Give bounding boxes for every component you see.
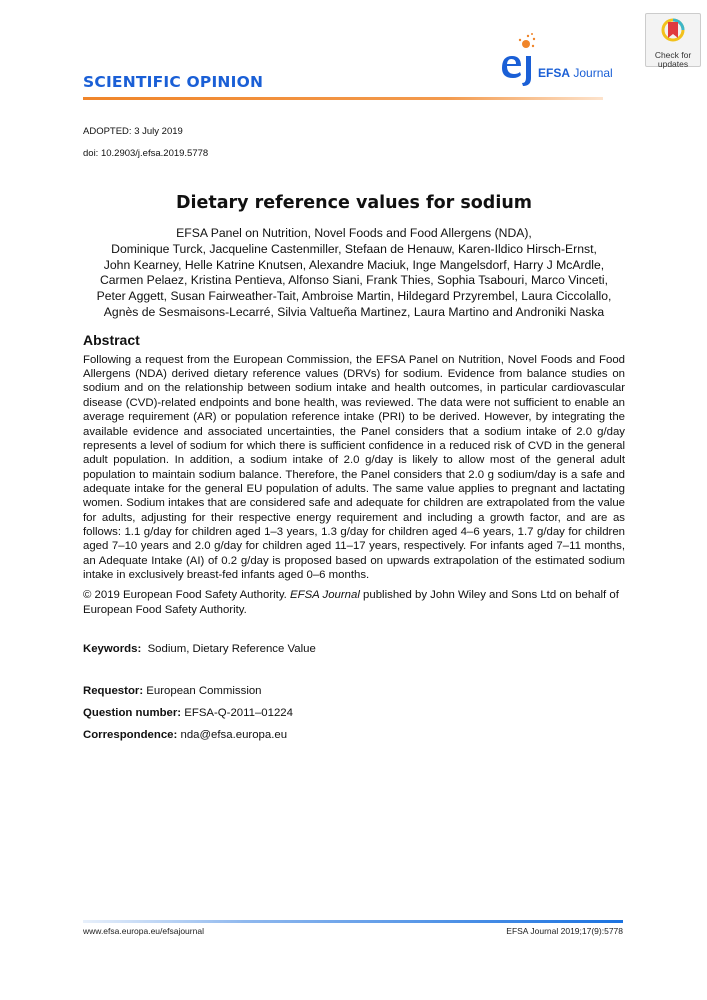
correspondence-email[interactable]: nda@efsa.europa.eu [180,728,288,741]
footer-citation: EFSA Journal 2019;17(9):5778 [506,926,623,936]
requestor: Requestor: European Commission [83,684,262,697]
check-for-updates-label: Check for updates [654,50,692,69]
header-divider [83,97,603,100]
author-list [43,226,665,321]
author-line: Agnès de Sesmaisons-Lecarré, Silvia Valtueña Martinez, Laura Martino and Androniki Naska [103,304,605,319]
article-body [83,192,625,743]
copyright-notice: © 2019 European Food Safety Authority. EFSA Journal published by John Wiley and Sons Ltd on behalf of European Food Safety Authority. [83,589,619,616]
author-line: Dominique Turck, Jacqueline Castenmiller, Stefaan de Henauw, Karen-Ildico Hirsch-Ernst, [111,241,597,256]
efsa-journal-logo [498,28,628,88]
abstract-heading: Abstract [83,331,140,348]
keywords: Keywords: Sodium, Dietary Reference Value [83,642,316,655]
journal-name: EFSA Journal [538,66,613,80]
footer-divider [83,920,623,923]
section-label: SCIENTIFIC OPINION [83,73,264,91]
author-line: Carmen Pelaez, Kristina Pentieva, Alfonso Siani, Frank Thies, Sophia Tsabouri, Marco Vinceti, [99,273,609,288]
article-title: Dietary reference values for sodium [175,193,533,213]
footer-url[interactable]: www.efsa.europa.eu/efsajournal [83,926,204,936]
check-for-updates-badge[interactable] [645,13,701,67]
abstract-text: Following a request from the European Commission, the EFSA Panel on Nutrition, Novel Foods and Food Allergens (NDA) derived dietary reference values (DRVs) for sodium. Evidence from balance studies on sodium and on the relationship between sodium intake and health outcomes, in particular cardiovascular disease (CVD)-related endpoints and bone health, was reviewed. The data were not sufficient to enable an average requirement (AR) or population reference intake (PRI) to be derived. However, by integrating the available evidence and associated uncertainties, the Panel considers that a sodium intake of 2.0 g/day represents a level of sodium for which there is sufficient confidence in a reduced risk of CVD in the general adult population. In addition, a sodium intake of 2.0 g/day is likely to allow most of the general adult population to maintain sodium balance. Therefore, the Panel considers that 2.0 g sodium/day is a safe and adequate intake for the general EU population of adults. The same value applies to pregnant and lactating women. Sodium intakes that are considered safe and adequate for children are extrapolated from the value for adults, adjusting for their respective energy requirement and including a growth factor, and are as follows: 1.1 g/day for children aged 1–3 years, 1.3 g/day for children aged 4–6 years, 1.7 g/day for children aged 7–10 years and 2.0 g/day for children aged 11–17 years, respectively. For infants aged 7–11 months, an Adequate Intake (AI) of 0.2 g/day is proposed based on upwards extrapolation of the estimated sodium intake in exclusively breast-fed infants aged 0–6 months. [83,353,625,581]
author-line: John Kearney, Helle Katrine Knutsen, Alexandre Maciuk, Inge Mangelsdorf, Harry J McArdle, [103,257,605,272]
author-line: Peter Aggett, Susan Fairweather-Tait, Ambroise Martin, Hildegard Przyrembel, Laura Ciccolallo, [96,289,612,304]
bookmark-icon [661,18,685,44]
question-number: Question number: EFSA-Q-2011–01224 [83,706,293,719]
adopted-date: ADOPTED: 3 July 2019 [83,126,183,137]
author-line: EFSA Panel on Nutrition, Novel Foods and Food Allergens (NDA), [176,226,532,240]
ej-logo-icon [498,28,538,88]
doi[interactable]: doi: 10.2903/j.efsa.2019.5778 [83,148,209,159]
correspondence: Correspondence: nda@efsa.europa.eu [83,728,288,741]
